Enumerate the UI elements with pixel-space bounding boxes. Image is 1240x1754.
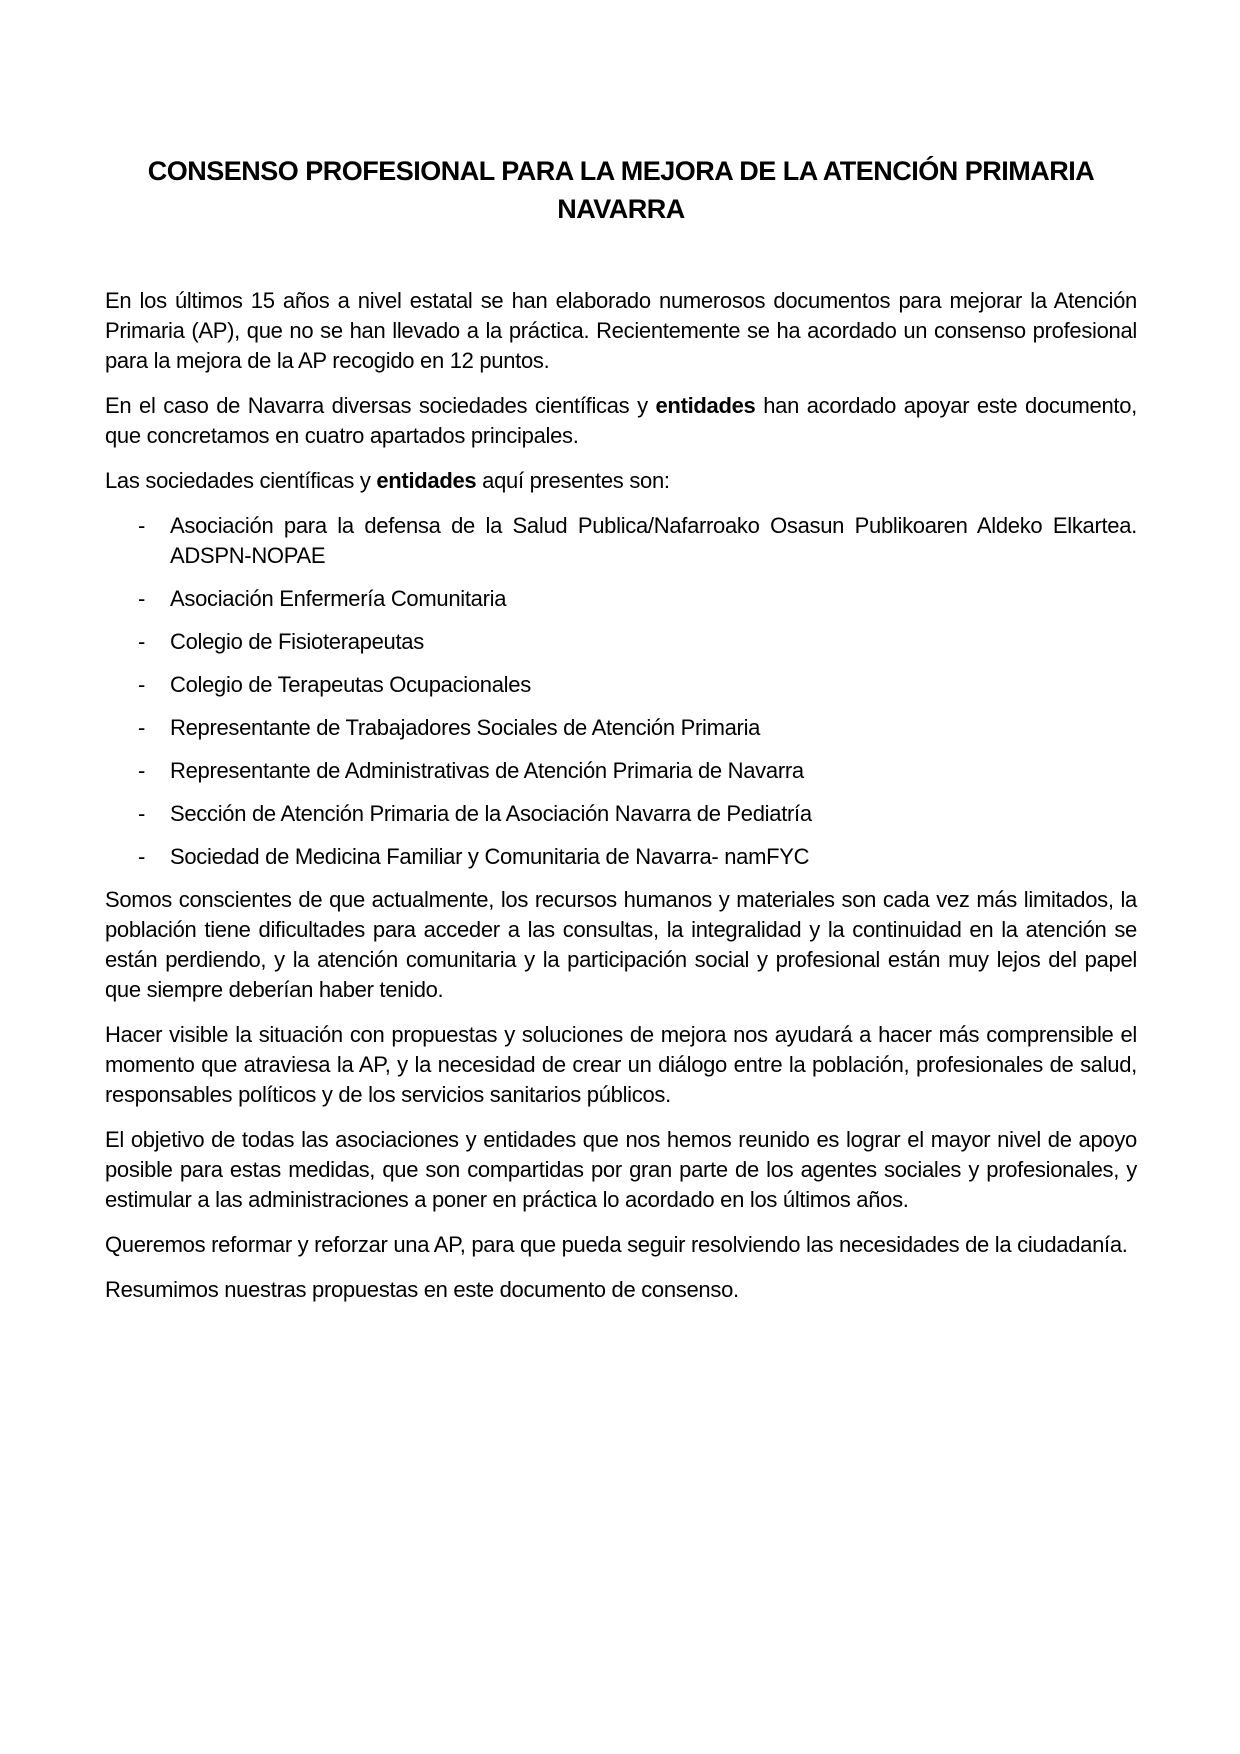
list-item-pediatria	[105, 799, 1137, 829]
paragraph-list-intro	[105, 466, 1137, 496]
list-item-trabajadores-sociales	[105, 713, 1137, 743]
entidades-emphasis-1: entidades	[655, 393, 756, 418]
list-item-text: Colegio de Fisioterapeutas	[170, 629, 424, 654]
list-bullet: -	[138, 629, 146, 654]
paragraph-objective: El objetivo de todas las asociaciones y entidades que nos hemos reunido es lograr el mayor nivel de apoyo posible para estas medidas, que son compartidas por gran parte de los agentes sociales y profesionales, y estimular a las administraciones a poner en práctica lo acordado en los últimos años.	[105, 1127, 1137, 1212]
list-bullet: -	[138, 513, 146, 538]
paragraph-resources: Somos conscientes de que actualmente, los recursos humanos y materiales son cada vez más limitados, la población tiene dificultades para acceder a las consultas, la integralidad y la continuidad en la atención se están perdiendo, y la atención comunitaria y la participación social y profesional están muy lejos del papel que siempre deberían haber tenido.	[105, 887, 1137, 1002]
list-item-adspn-nopae	[105, 511, 1137, 571]
title-line-2: NAVARRA	[557, 194, 685, 224]
list-item-text: Sección de Atención Primaria de la Asociación Navarra de Pediatría	[170, 801, 812, 826]
list-item-administrativas	[105, 756, 1137, 786]
title-line-1: CONSENSO PROFESIONAL PARA LA MEJORA DE LA ATENCIÓN PRIMARIA	[147, 156, 1095, 186]
paragraph-navarra-case	[105, 391, 1137, 451]
list-item-text: Representante de Trabajadores Sociales de Atención Primaria	[170, 715, 761, 740]
list-bullet: -	[138, 844, 146, 869]
paragraph-visibility: Hacer visible la situación con propuestas y soluciones de mejora nos ayudará a hacer más comprensible el momento que atraviesa la AP, y la necesidad de crear un diálogo entre la población, profesionales de salud, responsables políticos y de los servicios sanitarios públicos.	[105, 1022, 1137, 1107]
entities-list	[105, 511, 1137, 872]
list-item-text: Colegio de Terapeutas Ocupacionales	[170, 672, 531, 697]
paragraph-summary: Resumimos nuestras propuestas en este documento de consenso.	[105, 1277, 739, 1302]
paragraph-navarra-case-text-2: han acordado apoyar este documento, que concretamos en cuatro apartados principales.	[105, 393, 1137, 448]
paragraph-reform: Queremos reformar y reforzar una AP, para que pueda seguir resolviendo las necesidades de la ciudadanía.	[105, 1232, 1128, 1257]
list-item-text: Sociedad de Medicina Familiar y Comunitaria de Navarra- namFYC	[170, 844, 810, 869]
list-item-terapeutas-ocupacionales	[105, 670, 1137, 700]
paragraph-list-intro-text-1: Las sociedades científicas y	[105, 468, 377, 493]
list-bullet: -	[138, 715, 146, 740]
paragraph-navarra-case-text-1: En el caso de Navarra diversas sociedades científicas y	[105, 393, 656, 418]
list-item-text: Asociación para la defensa de la Salud Publica/Nafarroako Osasun Publikoaren Aldeko Elkartea. ADSPN-NOPAE	[170, 513, 1137, 568]
list-bullet: -	[138, 801, 146, 826]
list-item-namfyc	[105, 842, 1137, 872]
list-bullet: -	[138, 586, 146, 611]
list-item-text: Asociación Enfermería Comunitaria	[170, 586, 507, 611]
document-title	[105, 152, 1137, 228]
paragraph-intro: En los últimos 15 años a nivel estatal se han elaborado numerosos documentos para mejorar la Atención Primaria (AP), que no se han llevado a la práctica. Recientemente se ha acordado un consenso profesional para la mejora de la AP recogido en 12 puntos.	[105, 288, 1137, 373]
paragraph-list-intro-text-2: aquí presentes son:	[476, 468, 670, 493]
list-item-fisioterapeutas	[105, 627, 1137, 657]
list-item-text: Representante de Administrativas de Atención Primaria de Navarra	[170, 758, 804, 783]
entidades-emphasis-2: entidades	[376, 468, 477, 493]
list-bullet: -	[138, 758, 146, 783]
list-item-enfermeria	[105, 584, 1137, 614]
list-bullet: -	[138, 672, 146, 697]
